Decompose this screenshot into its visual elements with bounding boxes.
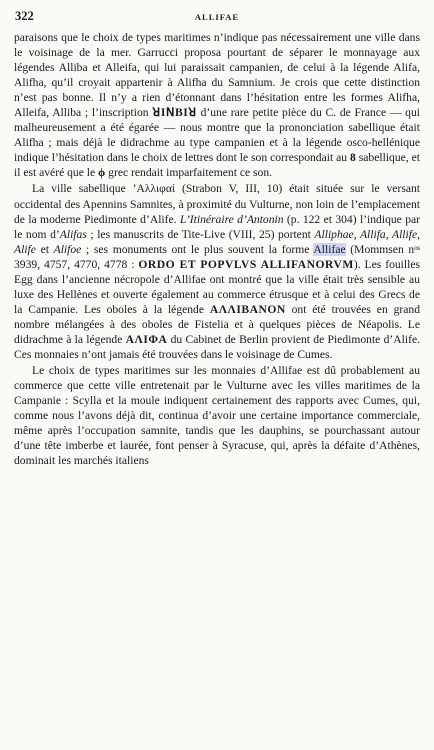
text-segment: La ville sabellique ’Αλλιφαί (Strabon V, III, 10) était située sur le versant occidental des Apennins Samnites, à proximité du Vulturne, non loin de l’emplacement de la moderne Piedimonte d’Alife. — [14, 182, 420, 226]
text-segment: grec rendait imparfaitement ce son. — [105, 166, 273, 180]
text-segment: Le choix de types maritimes sur les monnaies d’Allifae est dû probablement au commerce que cette ville entretenait par le Vulturne avec les villes maritimes de la Campanie : Scylla et la moule indiquent certainement des rapports avec Cumes, qui, comme nous l’avons déjà dit, continua d’avoir une certaine importance commerciale, même après l’occupation samnite, tandis que les dauphins, se pourchassant autour d’une tête imberbe et laurée, font penser à Syracuse, qui, après la défaite d’Athènes, dominait les marchés italiens — [14, 364, 420, 468]
text-segment: Alliphae, Allifa, Allife, Alife — [14, 227, 420, 256]
text-segment: paraisons que le choix de types maritimes n’indique pas nécessairement une ville dans le voisinage de la mer. Garrucci proposa pourtant de séparer le monnayage aux légendes Alliba et Alleifa, qui lui paraissait campanien, de celui à la légende Alifa, Alifha, qu’il croyait appartenir à Alifha du Samnium. Je crois que cette distinction n’est pas bonne. Il n’y a rien d’étonnant dans l’hésitation entre les formes Alifha, Alleifa, Alliba ; l’inscription — [14, 31, 420, 120]
text-segment: et — [35, 242, 54, 256]
page-header — [14, 8, 420, 30]
text-segment: ORDO ET POPVLVS ALLIFANORVM — [138, 257, 354, 271]
text-segment: sabellique, et il est avéré que le — [14, 151, 420, 180]
text-segment: ꓤIꓠBIꓤ — [152, 106, 197, 120]
text-segment: (Mommsen nᵒˢ 3939, 4757, 4770, 4778 : — [14, 242, 421, 271]
text-segment: Alifoe — [53, 242, 82, 256]
running-head: ALLIFAE — [194, 12, 240, 22]
text-segment: Allifae — [313, 242, 346, 256]
paragraph-1 — [14, 30, 420, 180]
text-segment: ; les manuscrits de Tite-Live (VIII, 25) portent — [86, 227, 315, 241]
text-segment: AΛΛIBANON — [209, 302, 286, 316]
text-segment: ). Les fouilles Egg dans l’ancienne nécropole d’Allifae ont montré que la ville était très sensible au luxe des Hellènes et ouverte également au commerce étrusque et à celui des Grecs de la Campanie. Les oboles à la légende — [14, 257, 420, 316]
text-segment: ϕ — [98, 166, 106, 180]
page-number: 322 — [15, 9, 34, 23]
paragraph-2 — [14, 181, 420, 362]
text-segment: (p. 122 et 304) l’indique par le nom d’ — [14, 212, 420, 241]
text-segment: d’une rare petite pièce du C. de France — qui malheureusement a été égarée — nous montre que la prononciation sabellique était Alifha ; mais déjà le didrachme au type campanien et à la légende osco-hellénique indique l’hésitation dans le choix de lettres dont le son correspondait au — [14, 106, 420, 165]
text-segment: ont été trouvées en grand nombre mélangées à des oboles de Fistelia et à quelques pièces de Néapolis. Le didrachme à la légende — [14, 302, 420, 346]
text-segment: Alifas — [59, 227, 87, 241]
text-segment: L’Itinéraire d’Antonin — [179, 212, 284, 226]
text-segment: AΛIΦA — [125, 332, 168, 346]
text-segment: du Cabinet de Berlin provient de Piedimonte d’Alife. Ces monnaies n’ont jamais été trouvées dans le voisinage de Cumes. — [14, 332, 420, 361]
body-text — [14, 30, 420, 468]
text-segment: ; ses monuments ont le plus souvent la forme — [81, 242, 314, 256]
text-segment: 8 — [350, 151, 356, 165]
paragraph-3 — [14, 363, 420, 468]
